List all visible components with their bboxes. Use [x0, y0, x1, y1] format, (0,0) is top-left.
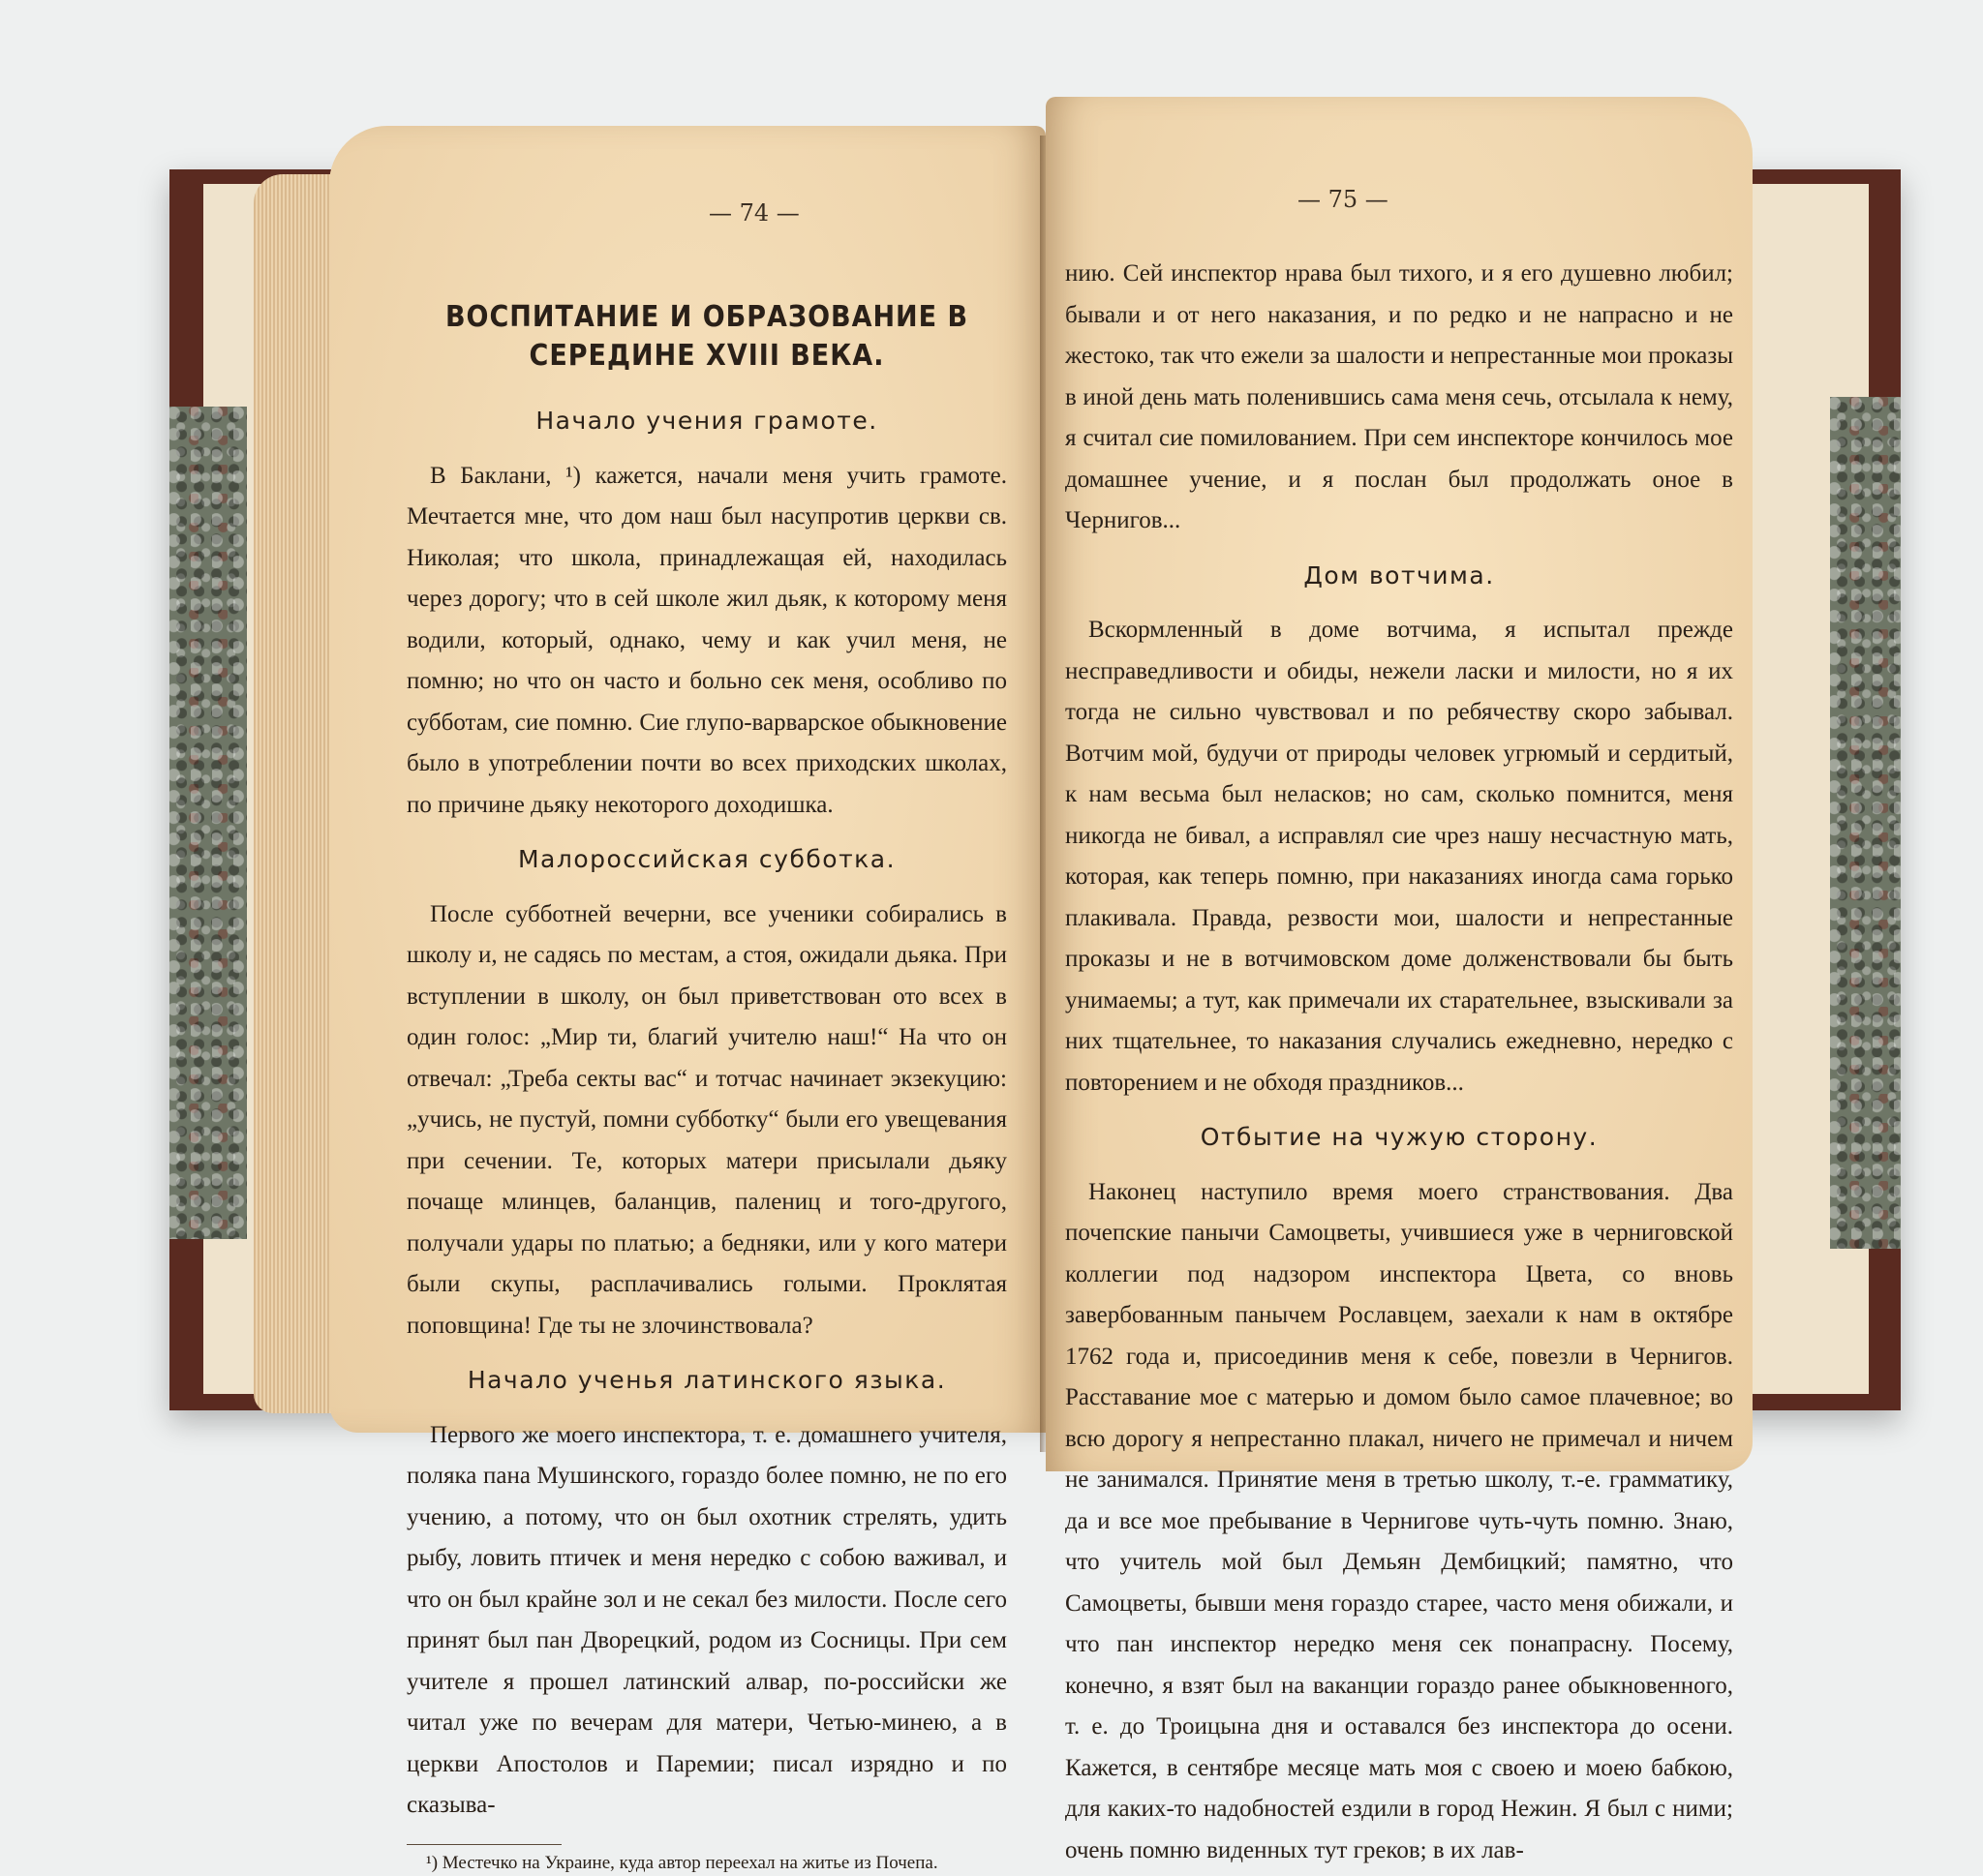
section-heading: Начало учения грамоте.: [535, 407, 878, 435]
section-heading: Дом вотчима.: [1303, 560, 1495, 590]
chapter-title: ВОСПИТАНИЕ И ОБРАЗОВАНИЕ В СЕРЕДИНЕ XVIII ВЕКА.: [444, 300, 969, 373]
paragraph: Вскормленный в доме вотчима, я испытал прежде несправедливости и обиды, нежели ласки и милости, но я их тогда не сильно чувствовал и по ребячеству скоро забывал. Вотчим мой, будучи от природы человек угрюмый и сердитый, к нам весьма был неласков; но сам, сколько помнится, меня никогда не бивал, а исправлял сие чрез нашу несчастную мать, которая, как теперь помню, при наказаниях иногда сама горько плакивала. Правда, резвости мои, шалости и непрестанные проказы и не в вотчимовском доме долженствовали бы быть унимаемы; а тут, как примечали их старательнее, взыскивали за них тщательнее, то наказания случались ежедневно, нередко с повторением и не обходя праздников...: [1065, 617, 1733, 1096]
section-heading: Малороссийская субботка.: [517, 845, 897, 873]
left-page: [329, 126, 1046, 1873]
page-content: [407, 298, 1007, 1876]
paragraph: нию. Сей инспектор нрава был тихого, и я его душевно любил; бывали и от него наказания, и по редко и не напрасно и не жестоко, так что ежели за шалости и непрестанные мои проказы в иной день мать поленившись сама меня сечь, отсылала к нему, я считал сие помилованием. При сем инспекторе кончилось мое домашнее учение, и я послан был продолжать оное в Чернигов...: [1065, 260, 1733, 533]
paragraph: Наконец наступило время моего странствования. Два почепские панычи Самоцветы, учившиеся уже в черниговской коллегии под надзором инспектора Цвета, со вновь завербованным панычем Рославцем, заехали к нам в октябре 1762 года и, присоединив меня к себе, повезли в Чернигов. Расставание мое с матерью и домом было самое плачевное; во всю дорогу я непрестанно плакал, ничего не примечал и ничем не занимался. Принятие меня в третью школу, т.-е. грамматику, да и все мое пребывание в Чернигове чуть-чуть помню. Знаю, что учитель мой был Демьян Дембицкий; памятно, что Самоцветы, бывши меня гораздо старее, часто меня обижали, и что пан инспектор нередко меня сек понапрасну. Посему, конечно, я взят был на ваканции гораздо ранее обыкновенного, т. е. до Троицына дня и оставался без инспектора до осени. Кажется, в сентябре месяце мать моя с своею и моею бабкою, для каких-то надобностей ездили в город Нежин. Я был с ними; очень помню виденных тут греков; в их лав-: [1065, 1178, 1733, 1863]
paragraph: Первого же моего инспектора, т. е. домашнего учителя, поляка пана Мушинского, гораздо более помню, не по его учению, а потому, что он был охотник стрелять, удить рыбу, ловить птичек и меня нередко с собою важивал, и что он был крайне зол и не секал без милости. После сего принят был пан Дворецкий, родом из Сосницы. При сем учителе я прошел латинский алвар, по-российски же читал уже по вечерам для матери, Четью-минею, а в церкви Апостолов и Паремии; писал изрядно и по сказыва-: [407, 1421, 1007, 1818]
marbled-paper-right: [1830, 397, 1901, 1249]
page-content: [1065, 254, 1733, 1871]
footnote: ¹) Местечко на Украине, куда автор переехал на житье из Почепа.: [426, 1852, 938, 1873]
page-number: — 75 —: [1297, 186, 1388, 213]
paragraph: В Баклани, ¹) кажется, начали меня учить грамоте. Мечтается мне, что дом наш был насупротив церкви св. Николая; что школа, принадлежащая ей, находилась через дорогу; что в сей школе жил дьяк, к которому меня водили, который, однако, чему и как учил меня, не помню; но что он часто и больно сек меня, особливо по субботам, сие помню. Сие глупо-варварское обыкновение было в употреблении почти во всех приходских школах, по причине дьяку некоторого доходишка.: [407, 462, 1007, 818]
footnote-divider: [407, 1844, 562, 1845]
marbled-paper-left: [169, 407, 247, 1239]
section-heading: Отбытие на чужую сторону.: [1200, 1123, 1599, 1151]
page-edges: [254, 174, 341, 1413]
paragraph: После субботней вечерни, все ученики собирались в школу и, не садясь по местам, а стоя, ожидали дьяка. При вступлении в школу, он был приветствован ото всех в один голос: „Мир ти, благий учителю наш!“ На что он отвечал: „Треба секты вас“ и тотчас начинает экзекуцию: „учись, не пустуй, помни субботку“ были его увещевания при сечении. Те, которых матери присылали дьяку почаще млинцев, баланцив, палениц и того-другого, получали удары по платью; а бедняки, или у кого матери были скупы, расплачивались голыми. Проклятая поповщина! Где ты не злочинствовала?: [407, 900, 1007, 1339]
section-heading: Начало ученья латинского языка.: [467, 1366, 947, 1394]
page-number: — 74 —: [709, 199, 800, 227]
right-page: [1046, 97, 1753, 1863]
